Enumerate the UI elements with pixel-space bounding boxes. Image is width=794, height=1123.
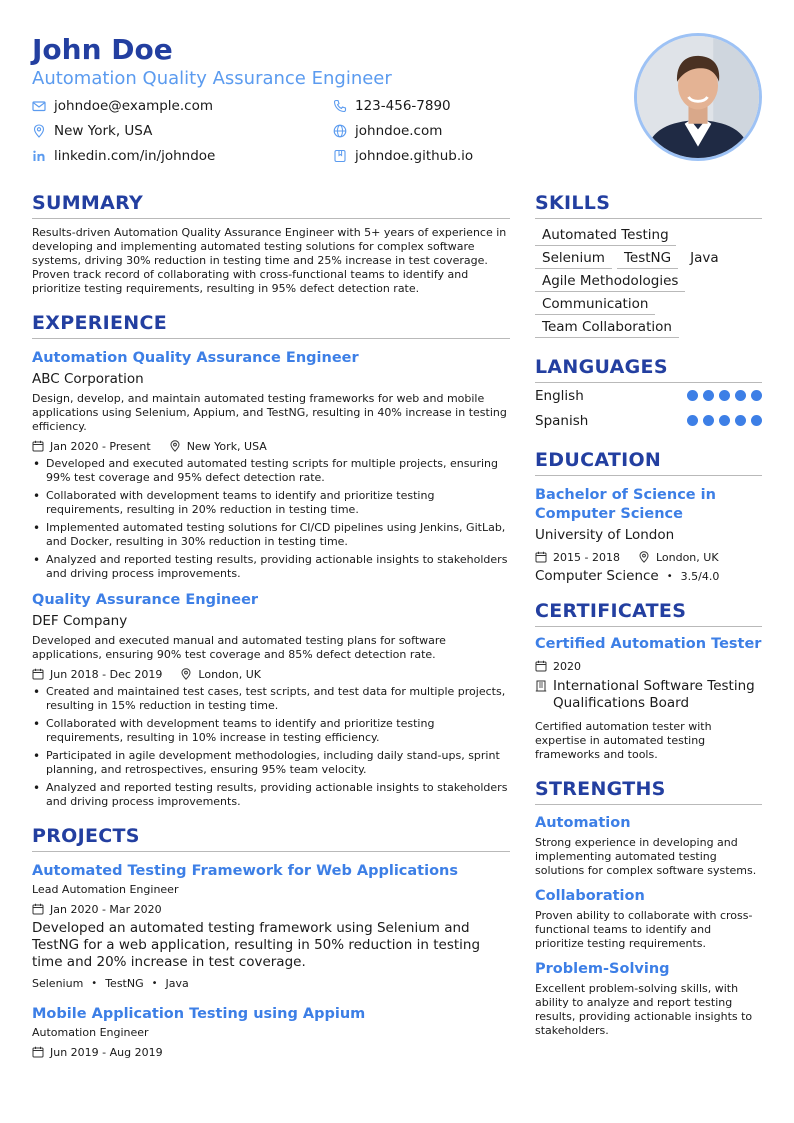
strength-title: Problem-Solving bbox=[535, 961, 670, 977]
skills-section bbox=[535, 190, 762, 340]
calendar-icon bbox=[535, 551, 547, 563]
email-icon bbox=[32, 99, 46, 113]
projects-section bbox=[32, 823, 510, 1060]
building-icon bbox=[535, 680, 547, 692]
website-text: johndoe.com bbox=[355, 123, 443, 139]
phone-text: 123-456-7890 bbox=[355, 98, 451, 114]
portrait-avatar-icon bbox=[637, 36, 759, 158]
education-gpa: 3.5/4.0 bbox=[680, 569, 720, 583]
tag-separator: • bbox=[91, 978, 98, 989]
experience-heading: EXPERIENCE bbox=[32, 310, 510, 339]
education-meta bbox=[535, 549, 762, 565]
bullet-item: • Analyzed and reported testing results, providing actionable insights to stakeholders and driving process improvements. bbox=[32, 553, 510, 581]
contact-email[interactable] bbox=[32, 95, 333, 117]
strengths-heading: STRENGTHS bbox=[535, 776, 762, 805]
job-company: ABC Corporation bbox=[32, 371, 144, 387]
job-entry bbox=[32, 348, 510, 581]
language-name: Spanish bbox=[535, 412, 589, 429]
bullet-item: • Collaborated with development teams to identify and prioritize testing requirements, resulting in 10% increase in testing efficiency. bbox=[32, 717, 510, 745]
resume-header bbox=[32, 33, 612, 167]
location-text: New York, USA bbox=[54, 123, 153, 139]
summary-section bbox=[32, 190, 510, 296]
job-description: Developed and executed manual and automated testing plans for software applications, ensuring 90% test coverage and 85% defect detection rate. bbox=[32, 634, 446, 661]
certificates-section bbox=[535, 598, 762, 762]
proficiency-dot bbox=[751, 390, 762, 401]
education-field: Computer Science bbox=[535, 568, 659, 584]
certificate-year: 2020 bbox=[535, 660, 581, 673]
certificate-description: Certified automation tester with expertise in automated testing frameworks and tools. bbox=[535, 720, 712, 761]
github-text: johndoe.github.io bbox=[355, 148, 474, 164]
language-name: English bbox=[535, 387, 584, 404]
proficiency-dots bbox=[682, 390, 762, 401]
languages-heading: LANGUAGES bbox=[535, 354, 762, 383]
job-bullets bbox=[32, 457, 510, 581]
project-role: Lead Automation Engineer bbox=[32, 883, 179, 896]
project-dates: Jun 2019 - Aug 2019 bbox=[32, 1046, 163, 1059]
skill-tag: Team Collaboration bbox=[535, 317, 679, 338]
education-field-line bbox=[535, 568, 762, 584]
job-location: London, UK bbox=[180, 668, 261, 681]
strength-title: Automation bbox=[535, 815, 631, 831]
calendar-icon bbox=[32, 1046, 44, 1058]
job-entry bbox=[32, 590, 510, 809]
skills-heading: SKILLS bbox=[535, 190, 762, 219]
projects-heading: PROJECTS bbox=[32, 823, 510, 852]
project-dates: Jan 2020 - Mar 2020 bbox=[32, 903, 162, 916]
bullet-item: • Developed and executed automated testing scripts for multiple projects, ensuring 99% test coverage and 95% defect detection rate. bbox=[32, 457, 510, 485]
project-tags bbox=[32, 977, 510, 990]
skills-list bbox=[535, 225, 762, 340]
project-role: Automation Engineer bbox=[32, 1026, 149, 1039]
contact-linkedin[interactable] bbox=[32, 145, 333, 167]
skill-tag: TestNG bbox=[617, 248, 678, 269]
project-tag: TestNG bbox=[105, 977, 144, 990]
candidate-role: Automation Quality Assurance Engineer bbox=[32, 68, 392, 89]
education-school: University of London bbox=[535, 527, 675, 543]
project-tag: Selenium bbox=[32, 977, 84, 990]
summary-text: Results-driven Automation Quality Assurance Engineer with 5+ years of experience in developing and implementing automated testing solutions for complex software systems, driving 30% reduction in testing time and 25% increase in test coverage. Proven track record of collaborating with cross-functional teams to identify and prioritize testing requirements, resulting in 95% defect detection rate. bbox=[32, 226, 507, 295]
proficiency-dot bbox=[687, 415, 698, 426]
certificate-issuer: International Software Testing Qualifications Board bbox=[535, 678, 762, 712]
job-description: Design, develop, and maintain automated testing frameworks for web and mobile applications using Selenium, Appium, and TestNG, resulting in 40% increase in testing efficiency. bbox=[32, 392, 507, 433]
bullet-item: • Implemented automated testing solutions for CI/CD pipelines using Jenkins, GitLab, and Docker, resulting in 30% reduction in testing time. bbox=[32, 521, 510, 549]
project-title: Automated Testing Framework for Web Applications bbox=[32, 863, 458, 879]
experience-section bbox=[32, 310, 510, 809]
tag-separator: • bbox=[151, 978, 158, 989]
calendar-icon bbox=[32, 440, 44, 452]
profile-photo bbox=[634, 33, 762, 161]
job-bullets bbox=[32, 685, 510, 809]
linkedin-icon bbox=[32, 149, 46, 163]
certificate-meta bbox=[535, 658, 762, 674]
bookmark-icon bbox=[333, 149, 347, 163]
language-row bbox=[535, 408, 762, 433]
strength-description: Excellent problem-solving skills, with ability to analyze and report testing results, providing actionable insights to stakeholders. bbox=[535, 982, 753, 1037]
skill-tag: Java bbox=[690, 250, 719, 266]
field-separator: • bbox=[666, 570, 673, 582]
strengths-section bbox=[535, 776, 762, 1038]
certificate-name: Certified Automation Tester bbox=[535, 636, 762, 652]
bullet-item: • Participated in agile development methodologies, including daily stand-ups, sprint planning, and retrospectives, ensuring 95% team velocity. bbox=[32, 749, 510, 777]
location-pin-icon bbox=[638, 551, 650, 563]
contact-grid bbox=[32, 95, 612, 167]
proficiency-dot bbox=[719, 415, 730, 426]
job-title: Automation Quality Assurance Engineer bbox=[32, 350, 359, 366]
right-column bbox=[535, 190, 762, 1052]
calendar-icon bbox=[32, 903, 44, 915]
language-row bbox=[535, 383, 762, 408]
skill-tag: Agile Methodologies bbox=[535, 271, 685, 292]
project-tag: Java bbox=[165, 977, 189, 990]
contact-website[interactable] bbox=[333, 120, 593, 142]
contact-location bbox=[32, 120, 333, 142]
job-title: Quality Assurance Engineer bbox=[32, 592, 259, 608]
calendar-icon bbox=[535, 660, 547, 672]
location-pin-icon bbox=[169, 440, 181, 452]
globe-icon bbox=[333, 124, 347, 138]
proficiency-dot bbox=[703, 415, 714, 426]
skill-tag: Communication bbox=[535, 294, 655, 315]
languages-section bbox=[535, 354, 762, 433]
education-heading: EDUCATION bbox=[535, 447, 762, 476]
job-meta bbox=[32, 666, 510, 682]
location-pin-icon bbox=[180, 668, 192, 680]
left-column bbox=[32, 190, 510, 1074]
proficiency-dot bbox=[703, 390, 714, 401]
strength-description: Strong experience in developing and implementing automated testing solutions for complex software systems. bbox=[535, 836, 757, 877]
contact-phone[interactable] bbox=[333, 95, 593, 117]
location-pin-icon bbox=[32, 124, 46, 138]
job-meta bbox=[32, 438, 510, 454]
email-text: johndoe@example.com bbox=[54, 98, 213, 114]
bullet-item: • Collaborated with development teams to identify and prioritize testing requirements, resulting in 20% reduction in testing time. bbox=[32, 489, 510, 517]
strength-description: Proven ability to collaborate with cross-functional teams to identify and prioritize testing requirements. bbox=[535, 909, 753, 950]
project-entry bbox=[32, 1004, 510, 1060]
proficiency-dots bbox=[682, 415, 762, 426]
certificates-heading: CERTIFICATES bbox=[535, 598, 762, 627]
proficiency-dot bbox=[719, 390, 730, 401]
education-dates: 2015 - 2018 bbox=[535, 551, 620, 564]
project-meta bbox=[32, 1044, 510, 1060]
job-company: DEF Company bbox=[32, 613, 128, 629]
proficiency-dot bbox=[751, 415, 762, 426]
linkedin-text: linkedin.com/in/johndoe bbox=[54, 148, 216, 164]
bullet-item: • Analyzed and reported testing results, providing actionable insights to stakeholders and driving process improvements. bbox=[32, 781, 510, 809]
skill-tag: Selenium bbox=[535, 248, 612, 269]
education-section bbox=[535, 447, 762, 584]
proficiency-dot bbox=[687, 390, 698, 401]
proficiency-dot bbox=[735, 415, 746, 426]
phone-icon bbox=[333, 99, 347, 113]
project-title: Mobile Application Testing using Appium bbox=[32, 1006, 366, 1022]
bullet-item: • Created and maintained test cases, test scripts, and test data for multiple projects, resulting in 15% reduction in testing time. bbox=[32, 685, 510, 713]
skill-tag: Automated Testing bbox=[535, 225, 676, 246]
contact-github[interactable] bbox=[333, 145, 593, 167]
job-dates: Jan 2020 - Present bbox=[32, 440, 151, 453]
education-location: London, UK bbox=[638, 551, 719, 564]
calendar-icon bbox=[32, 668, 44, 680]
education-degree: Bachelor of Science in Computer Science bbox=[535, 487, 716, 522]
project-description: Developed an automated testing framework using Selenium and TestNG for a web application, resulting in 50% reduction in testing time and 20% increase in test coverage. bbox=[32, 920, 481, 970]
strength-title: Collaboration bbox=[535, 888, 645, 904]
proficiency-dot bbox=[735, 390, 746, 401]
project-meta bbox=[32, 901, 510, 917]
project-entry bbox=[32, 861, 510, 990]
job-location: New York, USA bbox=[169, 440, 267, 453]
summary-heading: SUMMARY bbox=[32, 190, 510, 219]
job-dates: Jun 2018 - Dec 2019 bbox=[32, 668, 162, 681]
candidate-name: John Doe bbox=[32, 33, 173, 66]
